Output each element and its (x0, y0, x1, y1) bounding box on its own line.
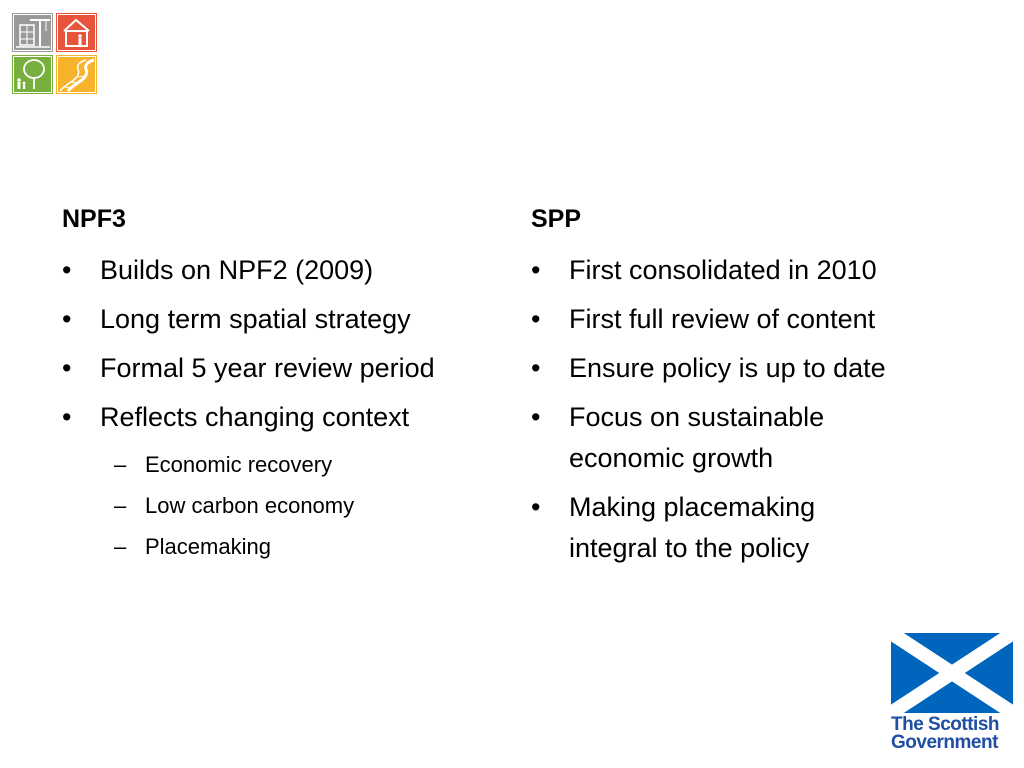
path-icon (56, 55, 97, 94)
spp-bullet: • Making placemaking integral to the policy (531, 487, 909, 569)
scottish-government-logo (891, 633, 1013, 753)
spp-bullet-list (531, 250, 971, 569)
spp-bullet: • Focus on sustainable economic growth (531, 397, 909, 479)
wordmark-line-2: Government (891, 732, 998, 753)
npf3-bullet: • Formal 5 year review period (62, 348, 502, 389)
npf3-sub-list (62, 444, 502, 567)
npf3-column (62, 202, 502, 567)
bullet-marker: • (62, 304, 72, 334)
npf3-bullet: • Reflects changing context (62, 397, 502, 438)
spp-bullet: • First full review of content (531, 299, 971, 340)
spp-heading: SPP (531, 205, 582, 233)
scottish-government-wordmark (891, 716, 1013, 752)
logo-grid (12, 13, 98, 94)
tree-family-icon (12, 55, 53, 94)
saltire-flag-icon (891, 633, 1013, 713)
bullet-marker: • (531, 255, 541, 285)
npf3-heading: NPF3 (62, 205, 126, 233)
bullet-marker: • (62, 353, 72, 383)
dash-marker: – (114, 452, 127, 477)
spp-column (531, 202, 971, 577)
construction-crane-icon (12, 13, 53, 52)
house-icon (56, 13, 97, 52)
dash-marker: – (114, 534, 127, 559)
npf3-sub-bullet: – Low carbon economy (62, 485, 502, 526)
bullet-marker: • (531, 304, 541, 334)
npf3-bullet-list (62, 250, 502, 438)
wordmark-line-1: The Scottish (891, 714, 1000, 735)
npf3-bullet: • Builds on NPF2 (2009) (62, 250, 502, 291)
bullet-marker: • (62, 402, 72, 432)
spp-bullet: • Ensure policy is up to date (531, 348, 971, 389)
bullet-marker: • (531, 492, 541, 522)
bullet-marker: • (62, 255, 72, 285)
dash-marker: – (114, 493, 127, 518)
spp-bullet: • First consolidated in 2010 (531, 250, 971, 291)
npf3-sub-bullet: – Economic recovery (62, 444, 502, 485)
npf3-sub-bullet: – Placemaking (62, 526, 502, 567)
bullet-marker: • (531, 402, 541, 432)
npf3-bullet: • Long term spatial strategy (62, 299, 502, 340)
bullet-marker: • (531, 353, 541, 383)
